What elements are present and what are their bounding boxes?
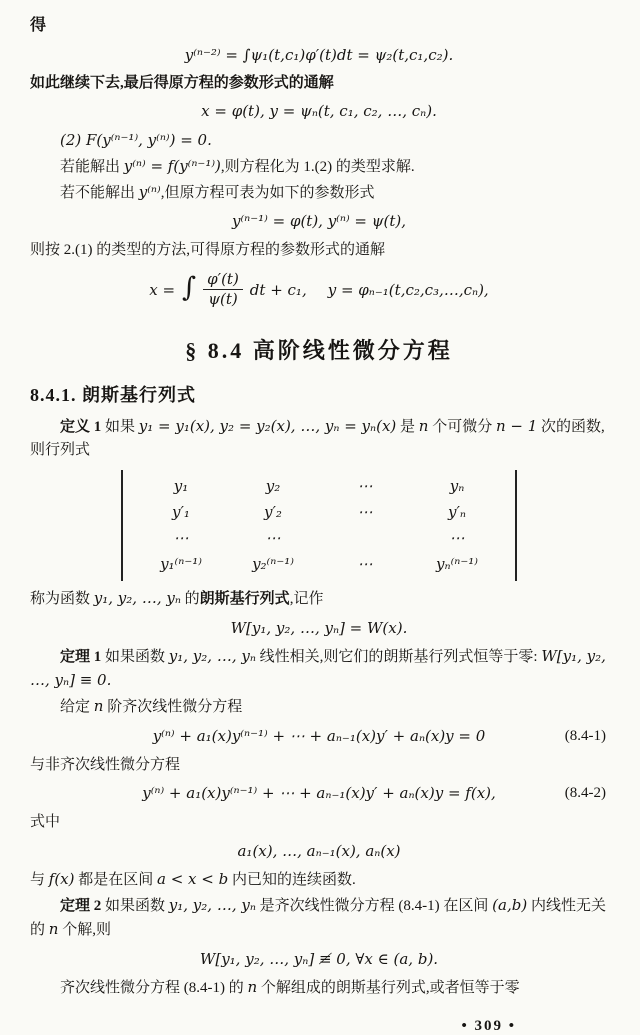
wronskian-determinant — [30, 470, 608, 581]
para-final: 齐次线性微分方程 (8.4-1) 的 n 个解组成的朗斯基行列式,或者恒等于零 — [60, 977, 520, 996]
para-solve: 若能解出 y⁽ⁿ⁾ = f(y⁽ⁿ⁻¹⁾),则方程化为 1.(2) 的类型求解. — [60, 156, 415, 175]
matrix-cell: ⋯ — [357, 503, 373, 522]
case2-line: (2) F(y⁽ⁿ⁻¹⁾, y⁽ⁿ⁾) = 0. — [60, 130, 212, 149]
para-inhomogeneous: 与非齐次线性微分方程 — [30, 756, 181, 773]
subsection-title: 8.4.1. 朗斯基行列式 — [30, 384, 196, 405]
section-title: § 8.4 高阶线性微分方程 — [185, 337, 453, 363]
lead-character: 得 — [30, 17, 47, 34]
formula-parametric: y⁽ⁿ⁻¹⁾ = φ(t), y⁽ⁿ⁾ = ψ(t), — [231, 212, 407, 231]
matrix-cell: yₙ⁽ⁿ⁻¹⁾ — [436, 555, 478, 574]
formula-general-solution: x = φ(t), y = ψₙ(t, c₁, c₂, …, cₙ). — [201, 102, 437, 121]
fraction — [203, 270, 243, 310]
matrix-cell: yₙ — [449, 477, 465, 496]
equation-8-4-1-number: (8.4-1) — [564, 727, 606, 744]
matrix-cell: y₁ — [173, 477, 189, 496]
matrix-cell: ⋯ — [449, 529, 465, 548]
integral-sign: ∫ — [182, 272, 197, 304]
equation-8-4-2 — [30, 782, 608, 806]
matrix-cell: y₁⁽ⁿ⁻¹⁾ — [160, 555, 202, 574]
fraction-numerator: φ′(t) — [203, 270, 243, 291]
determinant-grid — [121, 470, 517, 581]
para-continue: 如此继续下去,最后得原方程的参数形式的通解 — [30, 75, 334, 92]
theorem-1: 定理 1 如果函数 y₁, y₂, …, yₙ 线性相关,则它们的朗斯基行列式恒等于零: W[y₁, y₂, …, yₙ] ≡ 0. — [30, 646, 606, 690]
matrix-cell: y′₁ — [172, 503, 190, 522]
page-number: • 309 • — [461, 1018, 516, 1035]
matrix-cell: y′ₙ — [448, 503, 466, 522]
formula-top: y⁽ⁿ⁻²⁾ = ∫ψ₁(t,c₁)φ′(t)dt = ψ₂(t,c₁,c₂). — [184, 45, 454, 64]
matrix-cell: ⋯ — [173, 529, 189, 548]
matrix-cell — [319, 528, 411, 549]
frac-lhs: x = — [149, 280, 176, 299]
formula-W-nonzero: W[y₁, y₂, …, yₙ] ≢ 0, ∀x ∈ (a, b). — [199, 949, 439, 968]
formula-integral-fraction — [30, 270, 608, 310]
frac-second-equation: y = φₙ₋₁(t,c₂,c₃,…,cₙ), — [327, 280, 489, 299]
formula-coefficients: a₁(x), …, aₙ₋₁(x), aₙ(x) — [237, 841, 401, 860]
equation-8-4-2-number: (8.4-2) — [564, 785, 606, 802]
para-called-wronskian: 称为函数 y₁, y₂, …, yₙ 的朗斯基行列式,记作 — [30, 589, 324, 608]
definition-1: 定义 1 如果 y₁ = y₁(x), y₂ = y₂(x), …, yₙ = yₙ(x) 是 n 个可微分 n − 1 次的函数,则行列式 — [30, 416, 605, 459]
para-method: 则按 2.(1) 的类型的方法,可得原方程的参数形式的通解 — [30, 241, 385, 258]
formula-W-notation: W[y₁, y₂, …, yₙ] = W(x). — [230, 618, 408, 637]
fraction-denominator: ψ(t) — [208, 290, 238, 309]
theorem-2: 定理 2 如果函数 y₁, y₂, …, yₙ 是齐次线性微分方程 (8.4-1) 在区间 (a,b) 内线性无关的 n 个解,则 — [30, 896, 606, 939]
frac-rhs: dt + c₁, — [249, 280, 307, 299]
matrix-cell: ⋯ — [357, 555, 373, 574]
para-where: 式中 — [30, 814, 61, 831]
matrix-cell: ⋯ — [265, 529, 281, 548]
equation-8-4-2-formula: y⁽ⁿ⁾ + a₁(x)y⁽ⁿ⁻¹⁾ + ⋯ + aₙ₋₁(x)y′ + aₙ(x)y = f(x), — [142, 784, 496, 803]
para-continuous-functions: 与 f(x) 都是在区间 a < x < b 内已知的连续函数. — [30, 869, 356, 888]
matrix-cell: ⋯ — [357, 477, 373, 496]
matrix-cell: y′₂ — [264, 503, 282, 522]
para-nosolve: 若不能解出 y⁽ⁿ⁾,但原方程可表为如下的参数形式 — [60, 183, 375, 202]
equation-8-4-1-formula: y⁽ⁿ⁾ + a₁(x)y⁽ⁿ⁻¹⁾ + ⋯ + aₙ₋₁(x)y′ + aₙ(x)y = 0 — [152, 726, 486, 745]
equation-8-4-1 — [30, 725, 608, 749]
matrix-cell: y₂ — [265, 477, 281, 496]
matrix-cell: y₂⁽ⁿ⁻¹⁾ — [252, 555, 294, 574]
para-given-equation: 给定 n 阶齐次线性微分方程 — [60, 697, 243, 716]
